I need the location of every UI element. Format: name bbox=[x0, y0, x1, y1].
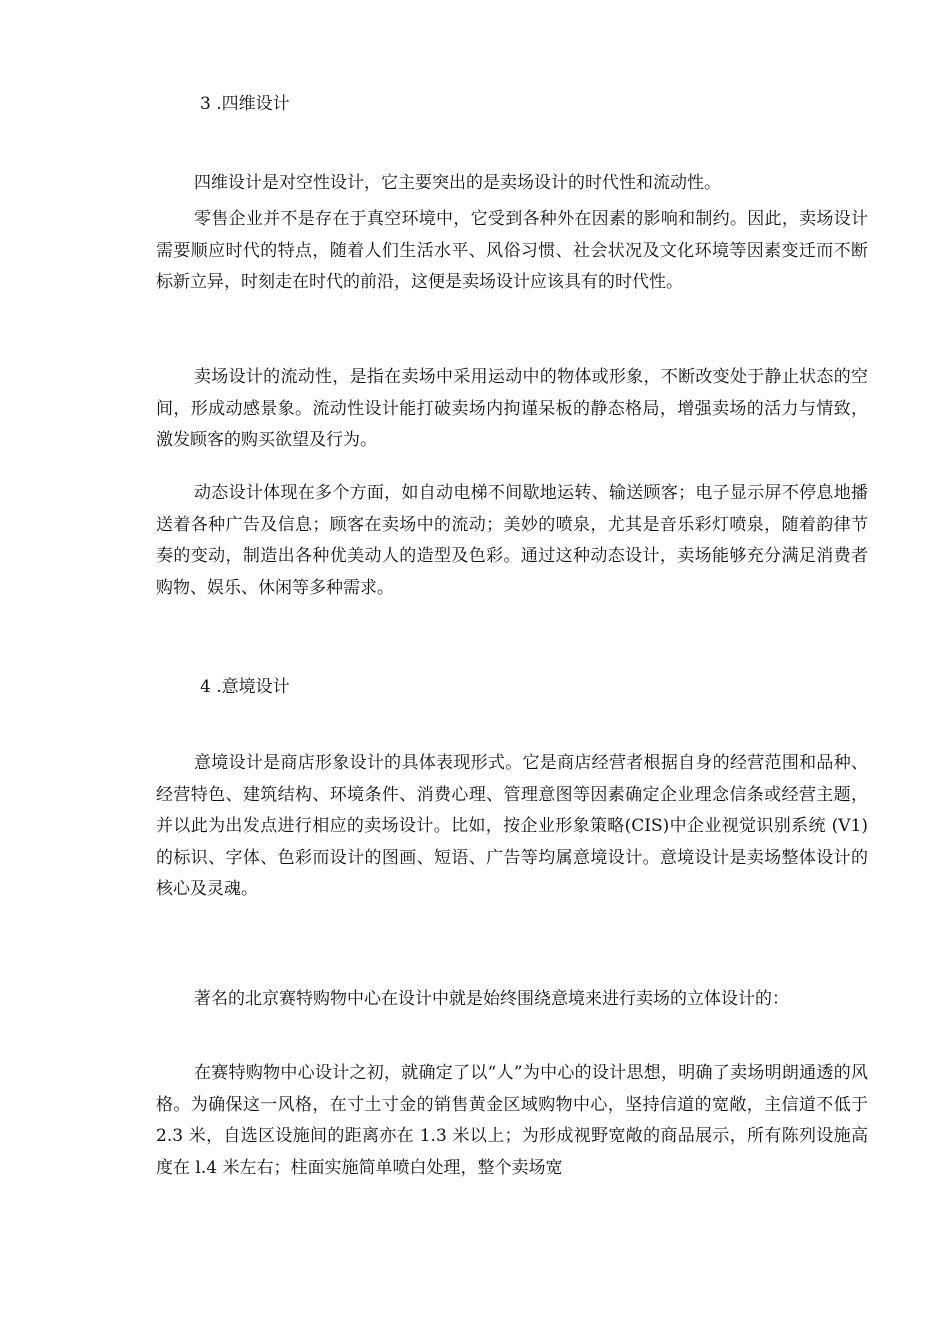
paragraph-dynamic-design: 动态设计体现在多个方面，如自动电梯不间歇地运转、输送顾客；电子显示屏不停息地播送着各种广告及信息；顾客在卖场中的流动；美妙的喷泉，尤其是音乐彩灯喷泉，随着韵律节奏的变动，制造出各种优美动人的造型及色彩。通过这种动态设计，卖场能够充分满足消费者购物、娱乐、休闲等多种需求。 bbox=[156, 483, 868, 598]
paragraph-timeliness: 零售企业并不是存在于真空环境中，它受到各种外在因素的影响和制约。因此，卖场设计需要顺应时代的特点，随着人们生活水平、风俗习惯、社会状况及文化环境等因素变迁而不断标新立异，时刻走在时代的前沿，这便是卖场设计应该具有的时代性。 bbox=[156, 209, 868, 293]
section-heading-mood-design: 4 .意境设计 bbox=[200, 677, 290, 697]
section-heading-four-dimensional-design: 3 .四维设计 bbox=[200, 94, 290, 114]
paragraph-saite-detail: 在赛特购物中心设计之初，就确定了以“人”为中心的设计思想，明确了卖场明朗通透的风格。为确保这一风格，在寸土寸金的销售黄金区域购物中心，坚持信道的宽敞，主信道不低于 2.3 米，自选区设施间的距离亦在 1.3 米以上；为形成视野宽敞的商品展示，所有陈列设施高度在 l.4 米左右；柱面实施简单喷白处理，整个卖场宽 bbox=[156, 1063, 868, 1178]
paragraph-fluidity: 卖场设计的流动性，是指在卖场中采用运动中的物体或形象，不断改变处于静止状态的空间，形成动感景象。流动性设计能打破卖场内拘谨呆板的静态格局，增强卖场的活力与情致，激发顾客的购买欲望及行为。 bbox=[156, 367, 868, 451]
paragraph-saite-intro: 著名的北京赛特购物中心在设计中就是始终围绕意境来进行卖场的立体设计的： bbox=[194, 989, 789, 1009]
paragraph-four-dimensional-intro: 四维设计是对空性设计，它主要突出的是卖场设计的时代性和流动性。 bbox=[194, 173, 721, 193]
paragraph-mood-design: 意境设计是商店形象设计的具体表现形式。它是商店经营者根据自身的经营范围和品种、经营特色、建筑结构、环境条件、消费心理、管理意图等因素确定企业理念信条或经营主题，并以此为出发点进行相应的卖场设计。比如，按企业形象策略(CIS)中企业视觉识别系统 (V1)的标识、字体、色彩而设计的图画、短语、广告等均属意境设计。意境设计是卖场整体设计的核心及灵魂。 bbox=[156, 753, 868, 900]
